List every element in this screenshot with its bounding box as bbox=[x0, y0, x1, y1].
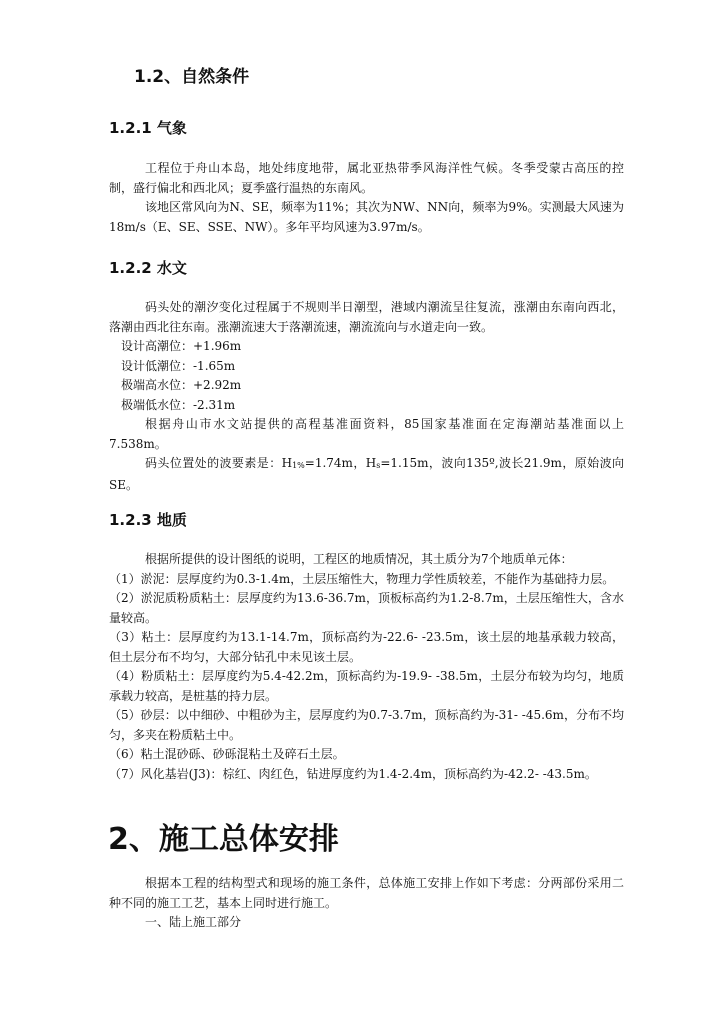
wave-text-b: =1.74m，H bbox=[304, 456, 377, 470]
tide-level-item: 极端低水位：-2.31m bbox=[121, 397, 236, 412]
wave-subscript-2: s bbox=[376, 461, 381, 470]
geology-list-item: （6）粘土混砂砾、砂砾混粘土及碎石土层。 bbox=[109, 747, 345, 761]
tide-level-item: 设计高潮位：+1.96m bbox=[121, 339, 242, 353]
climate-paragraph-1: 工程位于舟山本岛，地处纬度地带，属北亚热带季风海洋性气候。冬季受蒙古高压的控制，盛行偏北和西北风；夏季盛行温热的东南风。 bbox=[109, 161, 624, 195]
chapter-heading-construction-arrangement: 2、施工总体安排 bbox=[108, 822, 339, 857]
climate-paragraph-2: 该地区常风向为N、SE，频率为11%；其次为NW、NN向，频率为9%。实测最大风速为18m/s（E、SE、SSE、NW）。多年平均风速为3.97m/s。 bbox=[109, 200, 624, 234]
wave-text-c: =1.15m，波向135º,波长21.9m，原始波向SE。 bbox=[109, 456, 624, 492]
tide-level-item: 设计低潮位：-1.65m bbox=[121, 358, 236, 373]
hydrology-paragraph-3 bbox=[109, 454, 624, 495]
hydrology-text bbox=[109, 298, 624, 495]
tide-level-item: 极端高水位：+2.92m bbox=[121, 378, 242, 392]
geology-list-item: （1）淤泥：层厚度约为0.3-1.4m，土层压缩性大，物理力学性质较差，不能作为基础持力层。 bbox=[109, 571, 615, 586]
subsection-heading-geology: 1.2.3 地质 bbox=[109, 511, 187, 529]
hydrology-paragraph-1: 码头处的潮汐变化过程属于不规则半日潮型，港域内潮流呈往复流，涨潮由东南向西北，落潮由西北往东南。涨潮流速大于落潮流速，潮流流向与水道走向一致。 bbox=[109, 300, 624, 334]
chapter-2-paragraph-1: 根据本工程的结构型式和现场的施工条件，总体施工安排上作如下考虑：分两部份采用二种不同的施工工艺，基本上同时进行施工。 bbox=[109, 876, 624, 910]
geology-list-item: （3）粘土：层厚度约为13.1-14.7m，顶标高约为-22.6- -23.5m，该土层的地基承载力较高，但土层分布不均匀，大部分钻孔中未见该土层。 bbox=[109, 630, 624, 664]
chapter-2-paragraph-2: 一、陆上施工部分 bbox=[145, 915, 242, 929]
geology-text bbox=[109, 550, 624, 784]
geology-list-item: （4）粉质粘土：层厚度约为5.4-42.2m，顶标高约为-19.9- -38.5m，土层分布较为均匀，地质承载力较高，是桩基的持力层。 bbox=[109, 669, 624, 703]
geology-list-item: （2）淤泥质粉质粘土：层厚度约为13.6-36.7m，顶板标高约为1.2-8.7m，土层压缩性大，含水量较高。 bbox=[109, 591, 624, 625]
subsection-heading-hydrology: 1.2.2 水文 bbox=[109, 259, 187, 277]
hydrology-paragraph-2: 根据舟山市水文站提供的高程基准面资料，85国家基准面在定海潮站基准面以上7.538m。 bbox=[109, 417, 624, 451]
geology-intro: 根据所提供的设计图纸的说明，工程区的地质情况，其土质分为7个地质单元体： bbox=[145, 552, 573, 566]
subsection-heading-climate: 1.2.1 气象 bbox=[109, 119, 187, 137]
wave-subscript-1: 1% bbox=[292, 461, 305, 470]
chapter-2-text bbox=[109, 874, 624, 933]
climate-text bbox=[109, 159, 624, 237]
geology-list-item: （5）砂层：以中细砂、中粗砂为主，层厚度约为0.7-3.7m，顶标高约为-31- -45.6m，分布不均匀，多夹在粉质粘土中。 bbox=[109, 708, 624, 742]
wave-text-a: 码头位置处的波要素是：H bbox=[145, 456, 293, 470]
section-heading-natural-conditions: 1.2、自然条件 bbox=[134, 67, 250, 87]
geology-list-item: （7）风化基岩(J3)：棕红、肉红色，钻进厚度约为1.4-2.4m，顶标高约为-42.2- -43.5m。 bbox=[109, 766, 597, 781]
